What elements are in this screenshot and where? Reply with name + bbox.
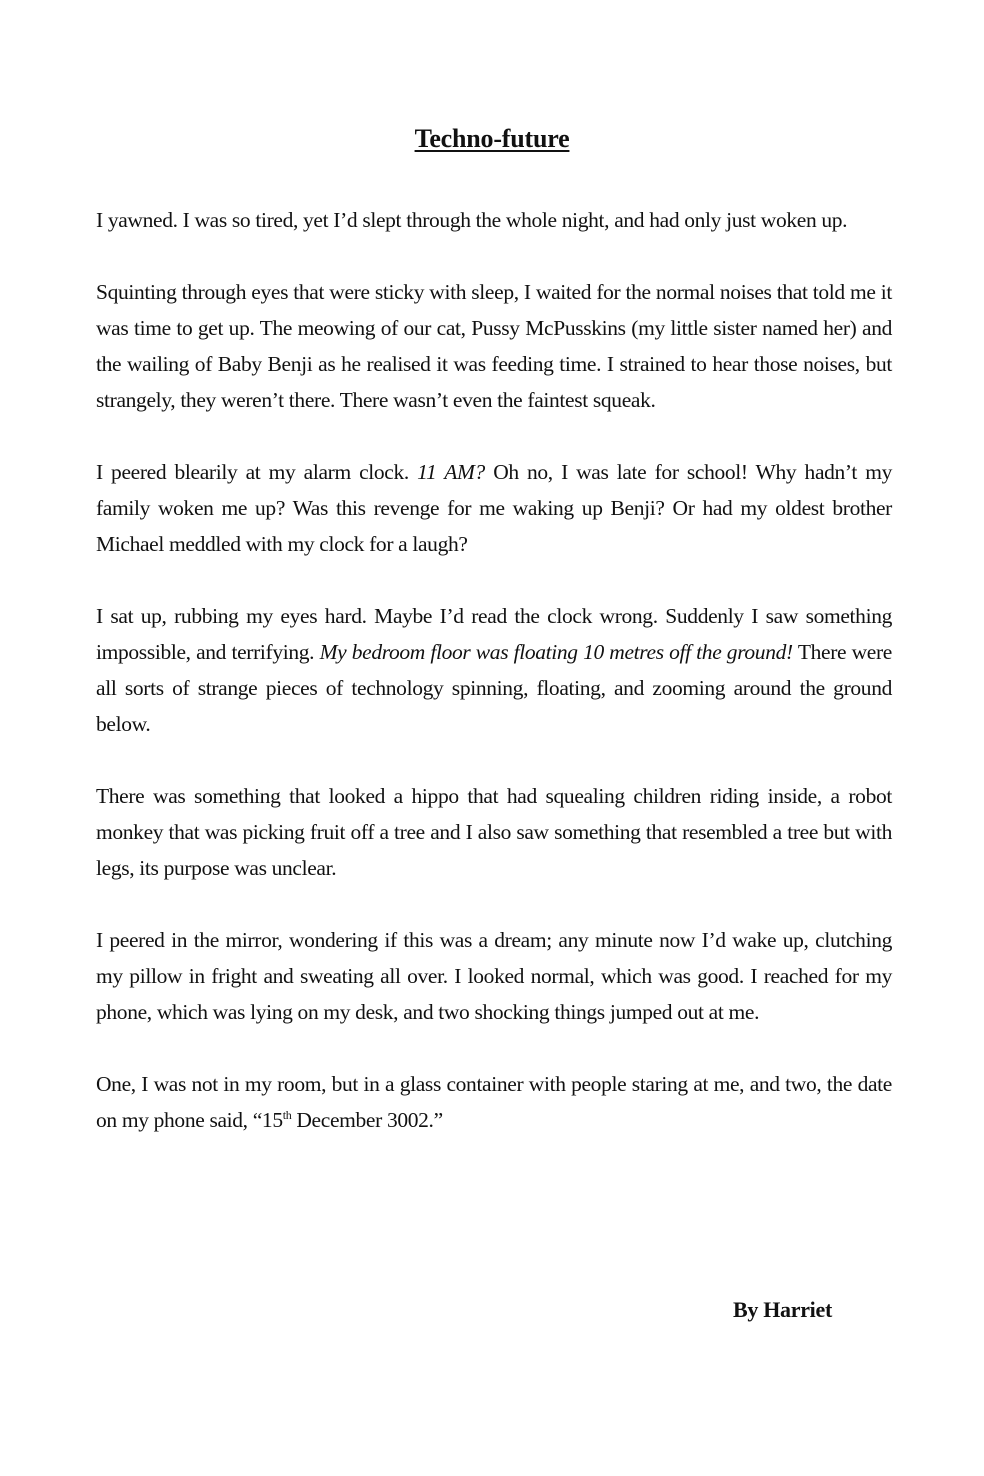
paragraph-2 — [96, 274, 892, 418]
paragraph-text: I peered in the mirror, wondering if this was a dream; any minute now I’d wake up, clutching my pillow in fright and sweating all over. I looked normal, which was good. I reached for my phone, which was lying on my desk, and two shocking things jumped out at me. — [96, 928, 892, 1024]
paragraph-text: One, I was not in my room, but in a glass container with people staring at me, and two, the date on my phone said, “15 — [96, 1072, 892, 1132]
emphasis-text: 11 AM? — [417, 460, 485, 484]
paragraph-text: I yawned. I was so tired, yet I’d slept through the whole night, and had only just woken up. — [96, 208, 848, 232]
paragraph-text: I sat up, rubbing my eyes hard. Maybe I’d read the clock wrong. Suddenly I saw something impossible, and terrifying. — [96, 604, 892, 664]
paragraph-text: There were all sorts of strange pieces of technology spinning, floating, and zooming around the ground below. — [96, 640, 892, 736]
paragraph-7 — [96, 1066, 892, 1138]
paragraph-3 — [96, 454, 892, 562]
paragraph-text: There was something that looked a hippo that had squealing children riding inside, a robot monkey that was picking fruit off a tree and I also saw something that resembled a tree but with legs, its purpose was unclear. — [96, 784, 892, 880]
paragraph-text: Oh no, I was late for school! Why hadn’t my family woken me up? Was this revenge for me waking up Benji? Or had my oldest brother Michael meddled with my clock for a laugh? — [96, 460, 892, 556]
paragraph-4 — [96, 598, 892, 742]
paragraph-text: Squinting through eyes that were sticky with sleep, I waited for the normal noises that told me it was time to get up. The meowing of our cat, Pussy McPusskins (my little sister named her) and the wailing of Baby Benji as he realised it was feeding time. I strained to hear those noises, but strangely, they weren’t there. There wasn’t even the faintest squeak. — [96, 280, 892, 412]
emphasis-text: My bedroom floor was floating 10 metres off the ground! — [319, 640, 793, 664]
paragraph-text: I peered blearily at my alarm clock. — [96, 460, 418, 484]
paragraph-text: December 3002.” — [291, 1108, 443, 1132]
author-byline: By Harriet — [732, 1297, 832, 1322]
ordinal-superscript: th — [282, 1108, 292, 1122]
paragraph-6 — [96, 922, 892, 1030]
paragraph-5 — [96, 778, 892, 886]
story-body — [96, 202, 892, 1174]
paragraph-1 — [96, 202, 892, 238]
story-title: Techno-future — [414, 124, 570, 153]
